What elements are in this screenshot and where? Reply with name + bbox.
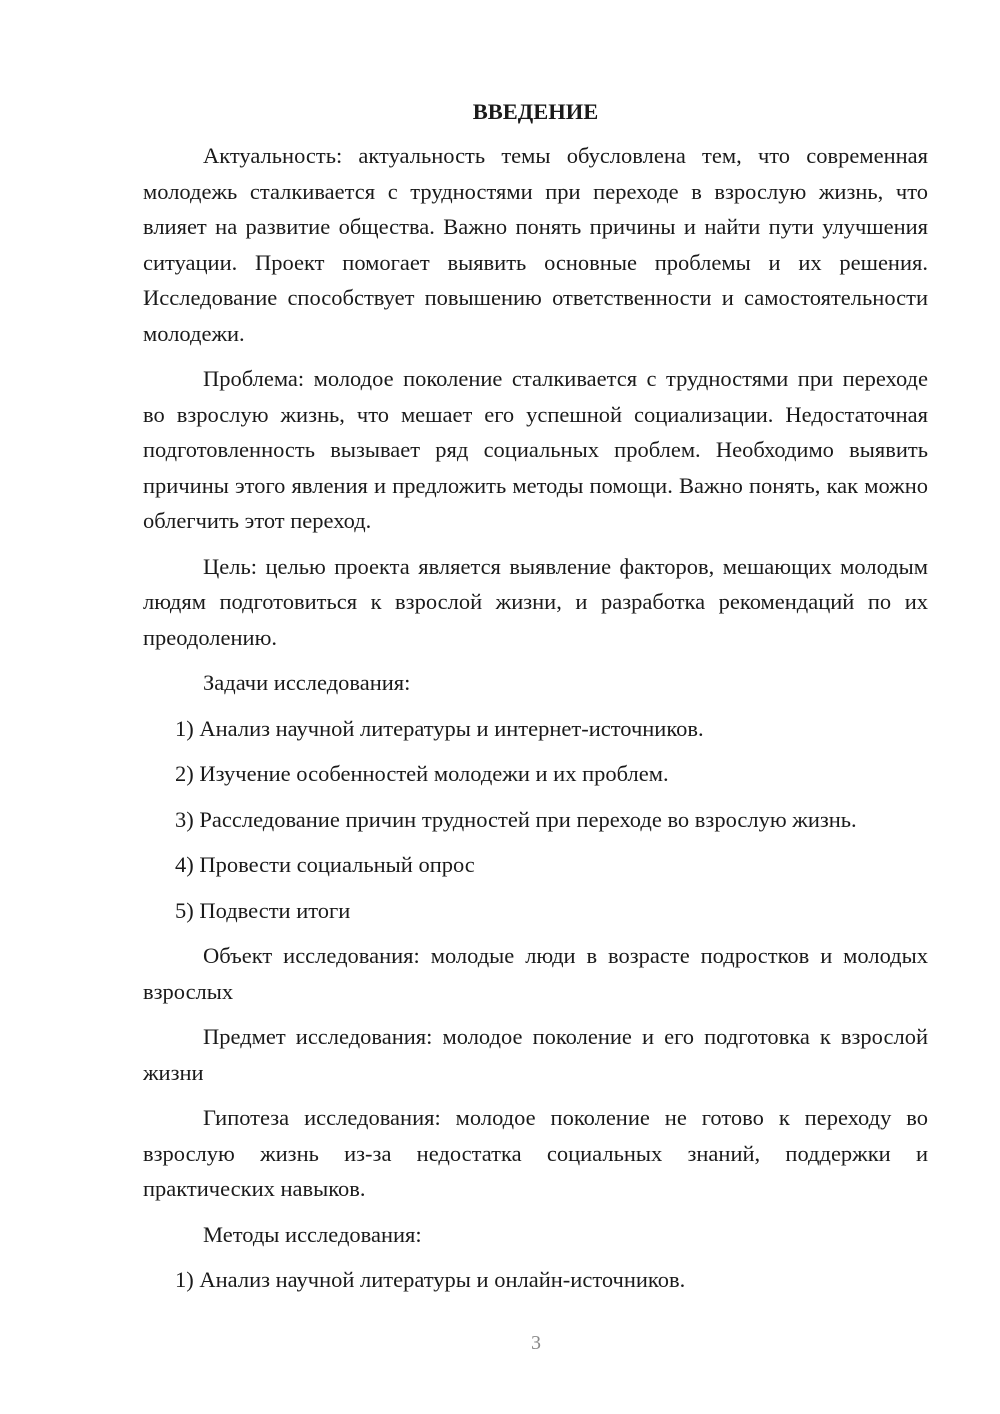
task-item: 5) Подвести итоги (175, 897, 351, 923)
methods-heading: Методы исследования: (203, 1221, 422, 1247)
page-number: 3 (531, 1332, 541, 1354)
page-content (143, 96, 928, 1308)
hypothesis-paragraph: Гипотеза исследования: молодое поколение не готово к переходу во взрослую жизнь из-за недостатка социальных знаний, поддержки и практических навыков. (143, 1105, 928, 1201)
relevance-paragraph: Актуальность: актуальность темы обусловлена тем, что современная молодежь сталкивается с трудностями при переходе в взрослую жизнь, что влияет на развитие общества. Важно понять причины и найти пути улучшения ситуации. Проект помогает выявить основные проблемы и их решения. Исследование способствует повышению ответственности и самостоятельности молодежи. (143, 143, 928, 346)
subject-paragraph: Предмет исследования: молодое поколение и его подготовка к взрослой жизни (143, 1024, 928, 1085)
task-item: 3) Расследование причин трудностей при переходе во взрослую жизнь. (175, 806, 857, 832)
method-item: 1) Анализ научной литературы и онлайн-источников. (175, 1267, 686, 1292)
tasks-heading: Задачи исследования: (203, 670, 411, 695)
task-item: 1) Анализ научной литературы и интернет-источников. (175, 715, 704, 741)
object-paragraph: Объект исследования: молодые люди в возрасте подростков и молодых взрослых (143, 943, 928, 1004)
problem-paragraph: Проблема: молодое поколение сталкивается с трудностями при переходе во взрослую жизнь, что мешает его успешной социализации. Недостаточная подготовленность вызывает ряд социальных проблем. Необходимо выявить причины этого явления и предложить методы помощи. Важно понять, как можно облегчить этот переход. (143, 366, 928, 533)
goal-paragraph: Цель: целью проекта является выявление факторов, мешающих молодым людям подготовиться к взрослой жизни, и разработка рекомендаций по их преодолению. (143, 553, 928, 650)
section-title: ВВЕДЕНИЕ (472, 99, 599, 124)
task-item: 4) Провести социальный опрос (175, 852, 475, 877)
task-item: 2) Изучение особенностей молодежи и их проблем. (175, 761, 669, 786)
